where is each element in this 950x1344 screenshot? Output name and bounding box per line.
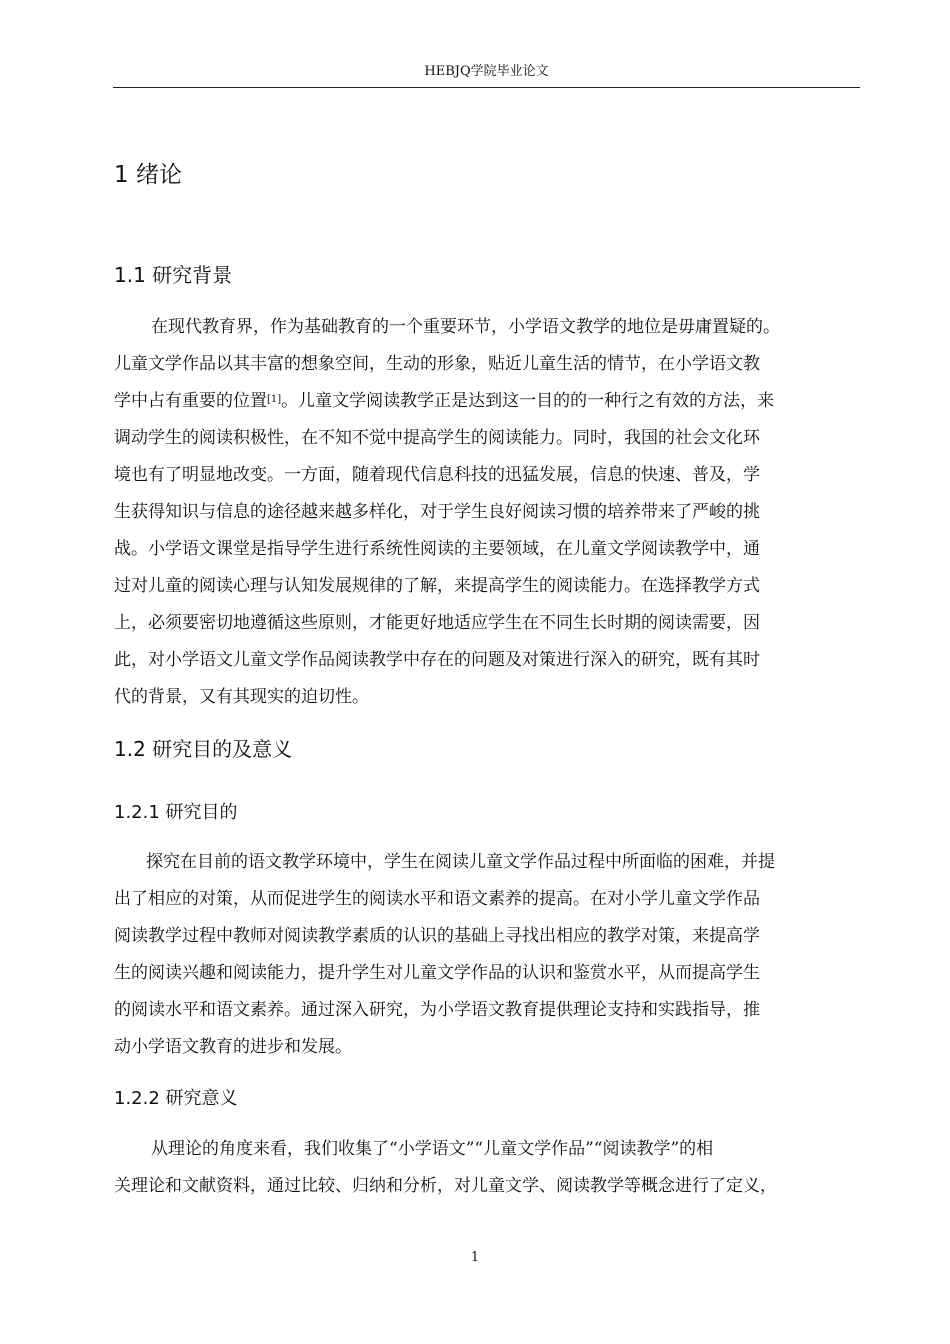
page-number: 1 xyxy=(470,1250,480,1265)
text-line: 在现代教育界，作为基础教育的一个重要环节，小学语文教学的地位是毋庸置疑的。 xyxy=(151,317,780,337)
section-title-1-2-2: 1.2.2 研究意义 xyxy=(114,1088,238,1109)
text-line: 代的背景，又有其现实的迫切性。 xyxy=(114,687,369,707)
paragraph-research-background xyxy=(114,309,862,716)
paragraph-research-significance xyxy=(114,1131,862,1205)
text-line: 生的阅读兴趣和阅读能力，提升学生对儿童文学作品的认识和鉴赏水平，从而提高学生 xyxy=(114,963,760,983)
citation-marker: [1] xyxy=(267,394,282,405)
running-header: HEBJQ学院毕业论文 xyxy=(113,63,860,88)
text-fragment: 。儿童文学阅读教学正是达到这一目的的一种行之有效的方法，来 xyxy=(281,391,775,411)
text-line: 过对儿童的阅读心理与认知发展规律的了解，来提高学生的阅读能力。在选择教学方式 xyxy=(114,576,760,596)
text-line: 生获得知识与信息的途径越来越多样化，对于学生良好阅读习惯的培养带来了严峻的挑 xyxy=(114,502,760,522)
chapter-title: 1 绪论 xyxy=(114,162,182,188)
text-line: 的阅读水平和语文素养。通过深入研究，为小学语文教育提供理论支持和实践指导，推 xyxy=(114,1000,760,1020)
text-fragment: 学中占有重要的位置 xyxy=(114,391,267,411)
paragraph-research-purpose xyxy=(114,844,862,1066)
text-line: 境也有了明显地改变。一方面，随着现代信息科技的迅猛发展，信息的快速、普及，学 xyxy=(114,465,760,485)
text-line: 阅读教学过程中教师对阅读教学素质的认识的基础上寻找出相应的教学对策，来提高学 xyxy=(114,926,760,946)
text-line: 调动学生的阅读积极性，在不知不觉中提高学生的阅读能力。同时，我国的社会文化环 xyxy=(114,428,760,448)
text-line: 从理论的角度来看，我们收集了“小学语文”“儿童文学作品”“阅读教学”的相 xyxy=(151,1139,714,1159)
section-title-1-2: 1.2 研究目的及意义 xyxy=(114,737,293,761)
text-line: 出了相应的对策，从而促进学生的阅读水平和语文素养的提高。在对小学儿童文学作品 xyxy=(114,889,760,909)
text-line: 动小学语文教育的进步和发展。 xyxy=(114,1037,352,1057)
text-line: 关理论和文献资料，通过比较、归纳和分析，对儿童文学、阅读教学等概念进行了定义， xyxy=(114,1176,777,1196)
text-line xyxy=(114,383,862,420)
text-line: 探究在目前的语文教学环境中，学生在阅读儿童文学作品过程中所面临的困难，并提 xyxy=(146,852,775,872)
section-title-1-2-1: 1.2.1 研究目的 xyxy=(114,802,238,823)
text-line: 儿童文学作品以其丰富的想象空间，生动的形象，贴近儿童生活的情节，在小学语文教 xyxy=(114,354,760,374)
text-line: 战。小学语文课堂是指导学生进行系统性阅读的主要领域，在儿童文学阅读教学中，通 xyxy=(114,539,760,559)
section-title-1-1: 1.1 研究背景 xyxy=(114,263,233,287)
text-line: 此，对小学语文儿童文学作品阅读教学中存在的问题及对策进行深入的研究，既有其时 xyxy=(114,650,760,670)
text-line: 上，必须要密切地遵循这些原则，才能更好地适应学生在不同生长时期的阅读需要，因 xyxy=(114,613,760,633)
